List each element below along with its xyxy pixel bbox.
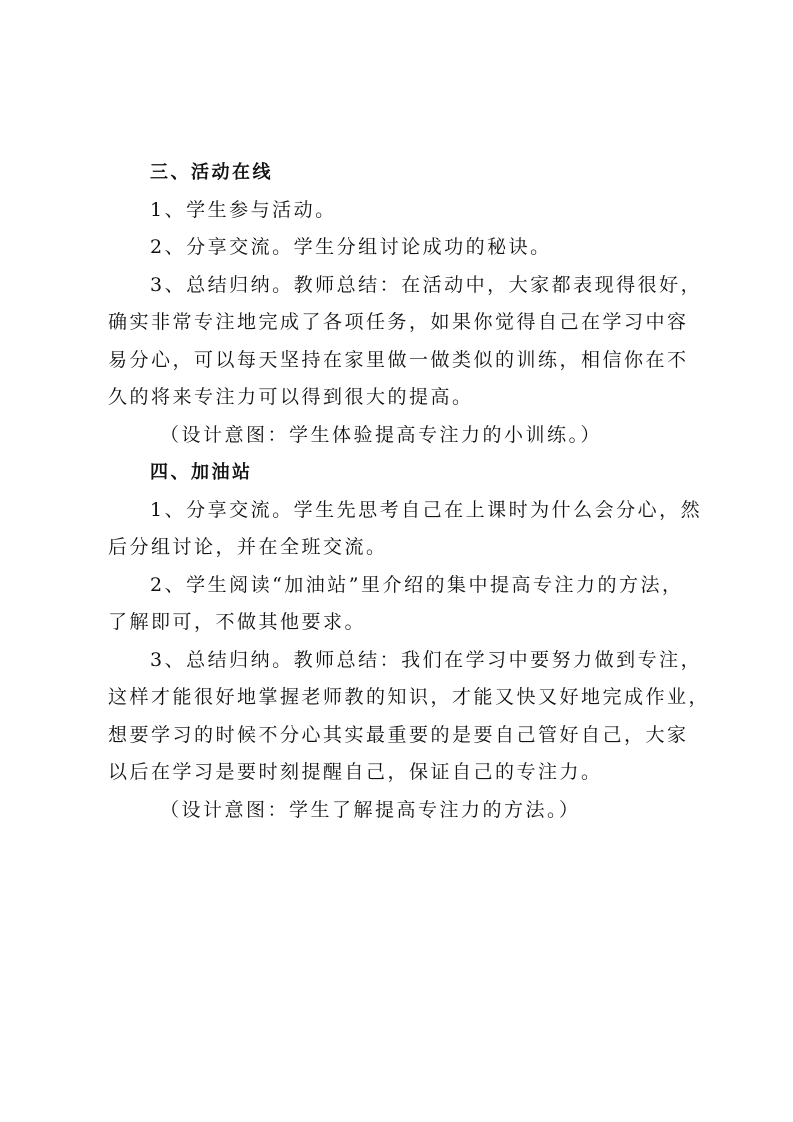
paragraph-line: 了解即可，不做其他要求。	[108, 611, 367, 633]
paragraph-s4-item3	[108, 642, 711, 792]
paragraph-line: 3、总结归纳。教师总结：我们在学习中要努力做到专注，	[150, 648, 703, 671]
section-heading-refuel-station: 四、加油站	[150, 462, 253, 483]
paragraph-line: 确实非常专注地完成了各项任务，如果你觉得自己在学习中容	[108, 311, 689, 333]
paragraph-line: 3、总结归纳。教师总结：在活动中，大家都表现得很好，	[150, 273, 703, 296]
paragraph-s3-item3	[108, 267, 703, 417]
design-intent-s4: （设计意图：学生了解提高专注力的方法。）	[160, 798, 581, 821]
paragraph-line: 以后在学习是要时刻提醒自己，保证自己的专注力。	[108, 761, 603, 783]
paragraph-line: 易分心，可以每天坚持在家里做一做类似的训练，相信你在不	[108, 348, 689, 371]
paragraph-line: 这样才能很好地掌握老师教的知识，才能又快又好地完成作业，	[108, 686, 711, 708]
paragraph-line: 后分组讨论，并在全班交流。	[108, 536, 388, 558]
design-intent-s3: （设计意图：学生体验提高专注力的小训练。）	[160, 423, 603, 446]
paragraph-line: 1、分享交流。学生先思考自己在上课时为什么会分心，然	[150, 498, 703, 521]
paragraph-line: 久的将来专注力可以得到很大的提高。	[108, 386, 474, 408]
document-body	[108, 154, 711, 829]
paragraph-s4-item2	[108, 567, 686, 642]
section-heading-activity-online: 三、活动在线	[150, 162, 273, 183]
paragraph-s3-item2: 2、分享交流。学生分组讨论成功的秘诀。	[150, 236, 552, 258]
paragraph-line: 2、学生阅读“加油站”里介绍的集中提高专注力的方法，	[150, 573, 684, 596]
paragraph-line: 想要学习的时候不分心其实最重要的是要自己管好自己，大家	[108, 723, 689, 746]
paragraph-s3-item1: 1、学生参与活动。	[150, 198, 337, 221]
paragraph-s4-item1	[108, 492, 703, 567]
